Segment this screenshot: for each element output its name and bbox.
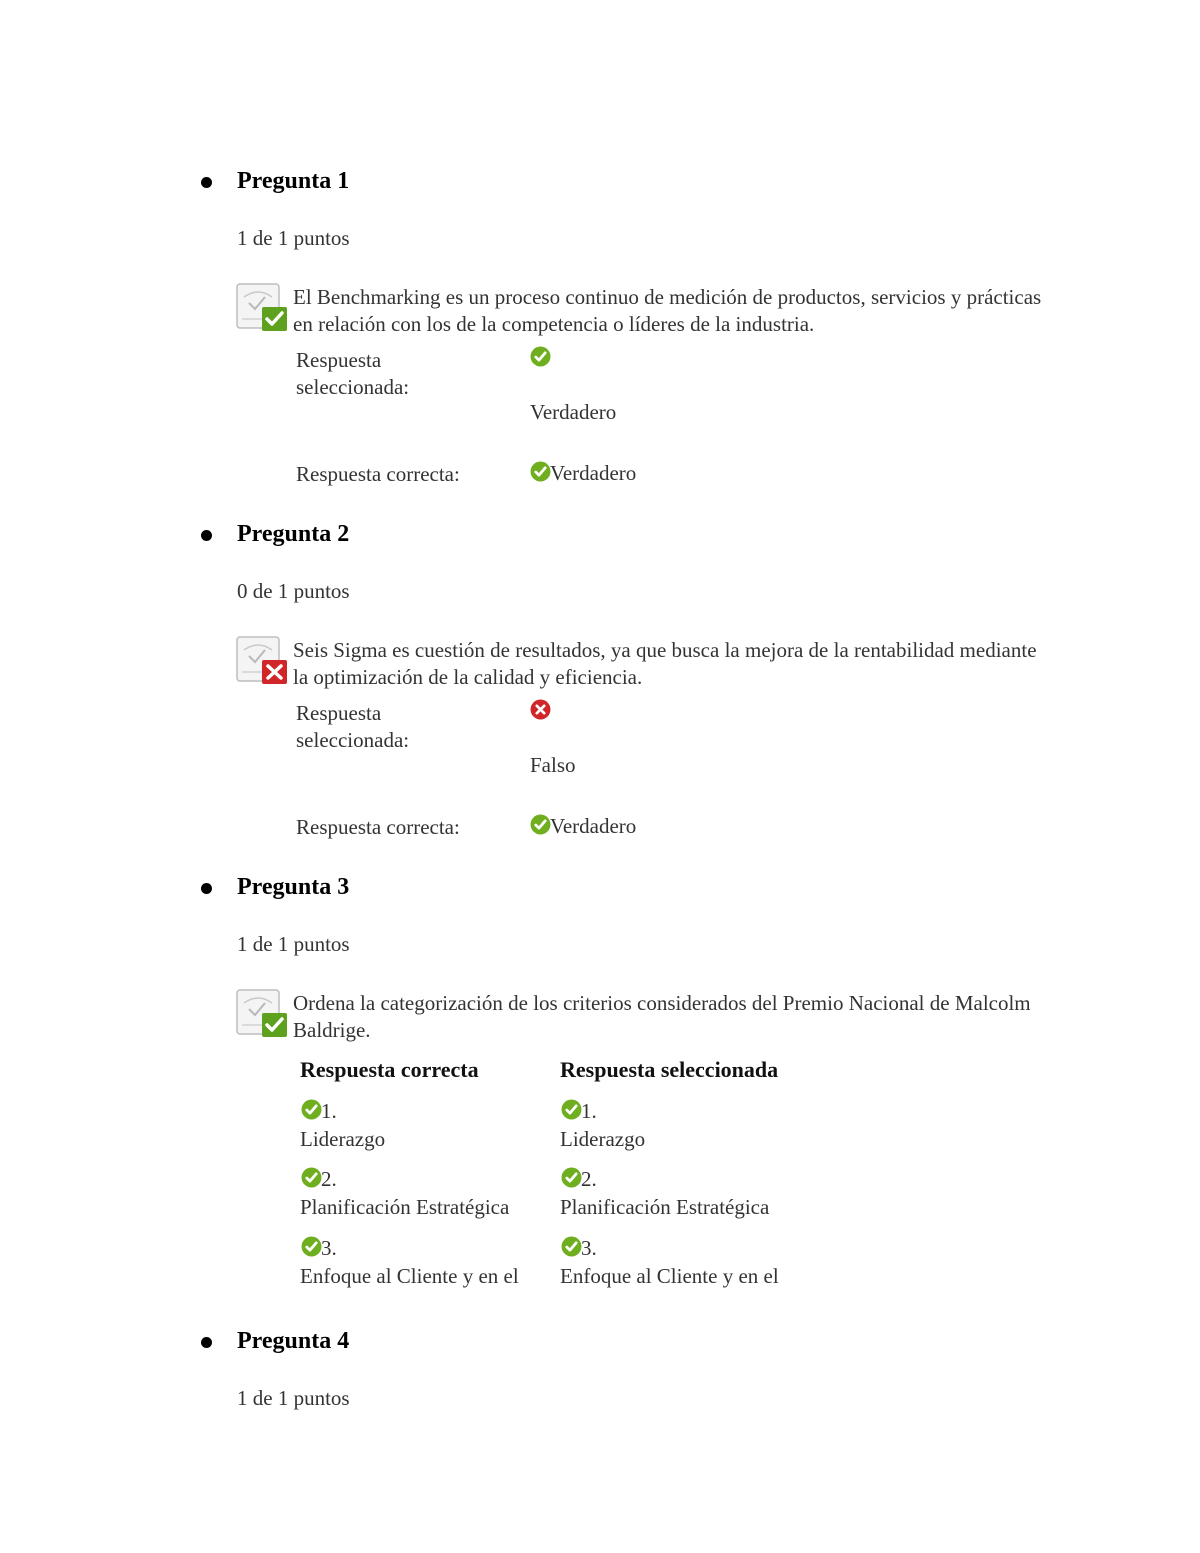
cross-icon [530, 699, 551, 720]
question-correct-icon [236, 987, 288, 1039]
order-number: 1. [581, 1099, 597, 1123]
correct-answer-label: Respuesta correcta: [296, 462, 460, 486]
check-icon [301, 1167, 322, 1188]
selected-answer-label: Respuesta seleccionada: [296, 348, 410, 399]
check-icon [561, 1099, 582, 1120]
order-number: 2. [581, 1167, 597, 1191]
correct-order-item: Planificación Estratégica [300, 1195, 510, 1219]
selected-order-item: Enfoque al Cliente y en el [560, 1264, 779, 1288]
check-icon [561, 1236, 582, 1257]
selected-answer-column-header: Respuesta seleccionada [560, 1057, 779, 1082]
check-icon [561, 1167, 582, 1188]
correct-order-item: Enfoque al Cliente y en el [300, 1264, 519, 1288]
check-icon [530, 461, 551, 482]
question-title: Pregunta 3 [237, 874, 350, 900]
list-bullet [201, 1337, 212, 1348]
check-icon [530, 346, 551, 367]
order-number: 1. [321, 1099, 337, 1123]
question-correct-icon [236, 281, 288, 333]
question-title: Pregunta 1 [237, 168, 350, 194]
question-title: Pregunta 4 [237, 1328, 350, 1354]
list-bullet [201, 530, 212, 541]
correct-answer-value: Verdadero [550, 814, 637, 838]
question-text: Ordena la categorización de los criterios considerados del Premio Nacional de Malcolm Baldrige. [293, 991, 1031, 1042]
check-icon [301, 1099, 322, 1120]
selected-order-item: Liderazgo [560, 1127, 646, 1151]
correct-answer-value: Verdadero [550, 461, 637, 485]
selected-order-item: Planificación Estratégica [560, 1195, 770, 1219]
correct-answer-column-header: Respuesta correcta [300, 1057, 479, 1082]
question-title: Pregunta 2 [237, 521, 350, 547]
question-points: 1 de 1 puntos [237, 1386, 350, 1410]
check-icon [530, 814, 551, 835]
selected-answer-value: Verdadero [530, 400, 617, 424]
order-number: 3. [581, 1236, 597, 1260]
correct-answer-label: Respuesta correcta: [296, 815, 460, 839]
check-icon [301, 1236, 322, 1257]
question-points: 1 de 1 puntos [237, 932, 350, 956]
list-bullet [201, 883, 212, 894]
order-number: 2. [321, 1167, 337, 1191]
question-text: Seis Sigma es cuestión de resultados, ya que busca la mejora de la rentabilidad mediante la optimización de la calidad y eficiencia. [293, 638, 1037, 689]
order-number: 3. [321, 1236, 337, 1260]
correct-order-item: Liderazgo [300, 1127, 386, 1151]
question-text: El Benchmarking es un proceso continuo de medición de productos, servicios y prácticas en relación con los de la competencia o líderes de la industria. [293, 285, 1042, 336]
question-points: 1 de 1 puntos [237, 226, 350, 250]
list-bullet [201, 177, 212, 188]
selected-answer-value: Falso [530, 753, 576, 777]
question-incorrect-icon [236, 634, 288, 686]
question-points: 0 de 1 puntos [237, 579, 350, 603]
selected-answer-label: Respuesta seleccionada: [296, 701, 410, 752]
